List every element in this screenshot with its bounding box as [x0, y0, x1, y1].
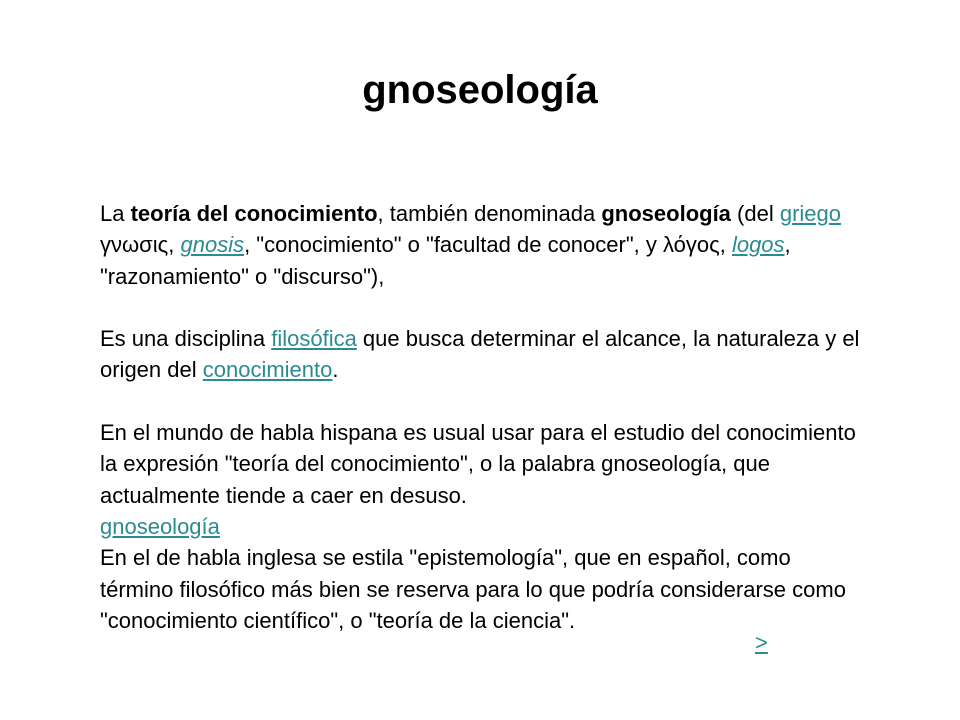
slide-body	[100, 198, 870, 636]
paragraph-usage-english: En el de habla inglesa se estila "epistemología", que en español, como término filosófico más bien se reserva para lo que podría considerarse como "conocimiento científico", o "teoría de la ciencia".	[100, 545, 846, 633]
text-segment: .	[332, 357, 339, 383]
bold-term-gnoseologia: gnoseología	[601, 201, 731, 226]
text-segment: Es una disciplina	[100, 326, 272, 352]
paragraph-link-line	[100, 511, 870, 542]
paragraph-definition	[100, 198, 870, 292]
link-gnosis[interactable]	[180, 232, 244, 257]
link-filosofica[interactable]: filosófica	[271, 326, 357, 352]
link-logos[interactable]	[732, 232, 785, 257]
next-slide-link[interactable]: >	[755, 630, 768, 655]
text-segment: (del	[730, 201, 780, 226]
paragraph-gap	[100, 292, 870, 323]
paragraph-discipline	[100, 323, 870, 386]
text-segment: , "razonamiento" o "discurso"),	[100, 232, 791, 289]
text-segment: La	[100, 201, 131, 226]
link-conocimiento[interactable]: conocimiento	[202, 357, 333, 383]
text-segment: , "conocimiento" o "facultad de conocer", y λόγος,	[244, 232, 732, 258]
bold-term-teoria: teoría del conocimiento	[130, 201, 378, 226]
link-gnosis-label: gnosis	[180, 232, 245, 258]
text-segment: γνωσις,	[100, 232, 181, 258]
link-griego[interactable]: griego	[779, 201, 841, 226]
text-segment: que busca determinar el alcance, la naturaleza y el origen del	[100, 326, 860, 383]
link-gnoseologia[interactable]: gnoseología	[100, 513, 220, 539]
link-logos-label: logos	[731, 232, 785, 258]
text-segment: , también denominada	[377, 201, 602, 226]
page-title: gnoseología	[362, 68, 598, 112]
paragraph-usage-spanish: En el mundo de habla hispana es usual usar para el estudio del conocimiento la expresión "teoría del conocimiento", o la palabra gnoseología, que actualmente tiende a caer en desuso.	[100, 420, 856, 508]
paragraph-gap	[100, 386, 870, 417]
